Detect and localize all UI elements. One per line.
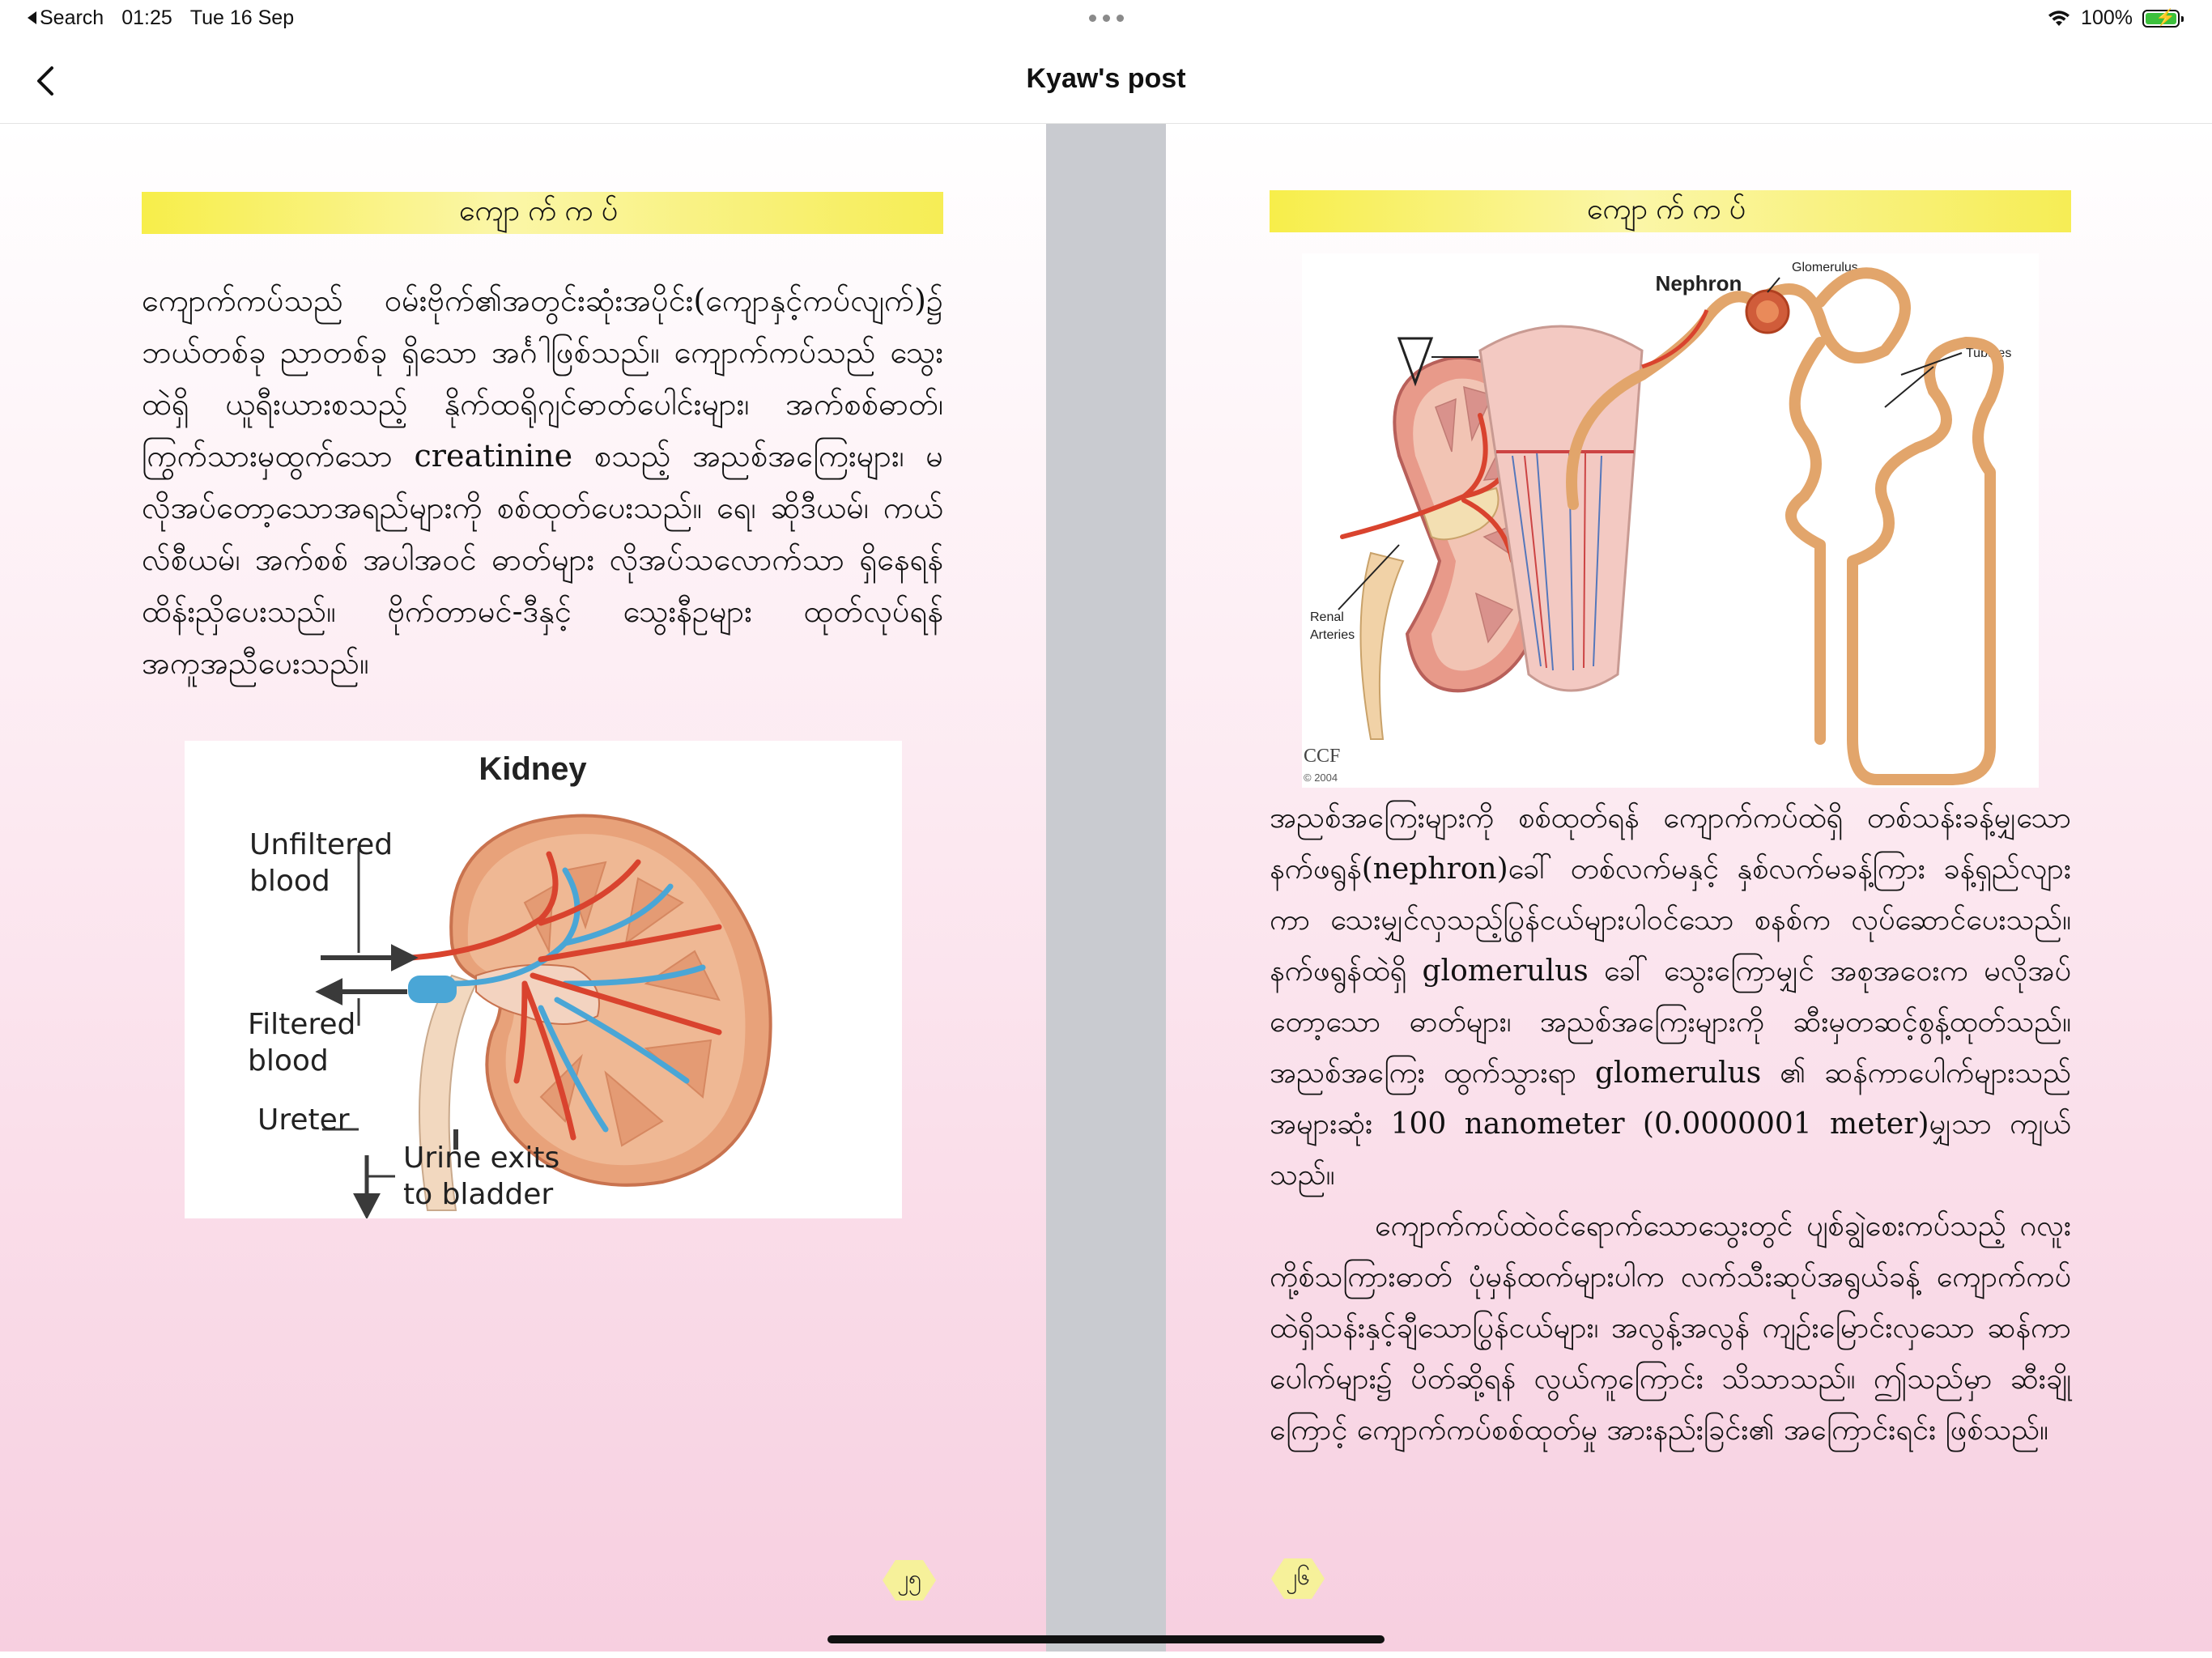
- label-filtered: Filtered: [248, 1008, 356, 1041]
- page-number: ၂၆: [1286, 1563, 1310, 1590]
- credit-year: © 2004: [1304, 772, 1338, 784]
- battery-percent: 100%: [2081, 6, 2133, 29]
- label-unfiltered: Unfiltered: [249, 828, 393, 861]
- post-image-viewer: [0, 124, 2212, 1652]
- status-bar: [0, 0, 2212, 39]
- status-left: [28, 6, 294, 30]
- label-glomerulus: Glomerulus: [1792, 261, 1858, 274]
- book-spine: [1046, 124, 1166, 1652]
- page-title: Kyaw's post: [1026, 63, 1186, 94]
- label-filtered-blood: blood: [248, 1044, 329, 1078]
- battery-icon: ⚡: [2142, 10, 2180, 28]
- status-date: Tue 16 Sep: [189, 6, 295, 29]
- page-text: [1270, 793, 2071, 1456]
- page-number-badge: [1270, 1557, 1326, 1601]
- book-page-right: [1166, 124, 2212, 1652]
- nephron-diagram-title: Nephron: [1655, 271, 1742, 295]
- label-to-bladder: to bladder: [403, 1178, 554, 1211]
- page-text: [142, 274, 943, 689]
- label-urine-exits: Urine exits: [403, 1141, 560, 1175]
- paragraph: ကျောက်ကပ်သည် ဝမ်းဗိုက်၏အတွင်းဆုံးအပိုင်း(ကျောနှင့်ကပ်လျက်)၌ ဘယ်တစ်ခု ညာတစ်ခု ရှိသော အင်္ဂါဖြစ်သည်။ ကျောက်ကပ်သည် သွေးထဲရှိ ယူရီးယားစသည့် နိုက်ထရိုဂျင်ဓာတ်ပေါင်းများ၊ အက်စစ်ဓာတ်၊ ကြွက်သားမှထွက်သော creatinine စသည့် အညစ်အကြေးများ၊ မလိုအပ်တော့သောအရည်များကို စစ်ထုတ်ပေးသည်။ ရေ၊ ဆိုဒီယမ်၊ ကယ်လ်စီယမ်၊ အက်စစ် အပါအဝင် ဓာတ်များ လိုအပ်သလောက်သာ ရှိနေရန် ထိန်းညှိပေးသည်။ ဗိုက်တာမင်-ဒီနှင့် သွေးနီဥများ ထုတ်လုပ်ရန် အကူအညီပေးသည်။: [142, 283, 943, 681]
- page-header: ကျောက်ကပ်: [142, 192, 943, 234]
- paragraph: ကျောက်ကပ်ထဲဝင်ရောက်သောသွေးတွင် ပျစ်ချွဲစေးကပ်သည့် ဂလူးကို့စ်သကြားဓာတ် ပုံမှန်ထက်များပါက လက်သီးဆုပ်အရွယ်ခန့် ကျောက်ကပ်ထဲရှိသန်းနှင့်ချီသောပြွန်ငယ်များ၊ အလွန့်အလွန် ကျဉ်းမြောင်းလှသော ဆန်ကာပေါက်များ၌ ပိတ်ဆို့ရန် လွယ်ကူကြောင်း သိသာသည်။ ဤသည်မှာ ဆီးချိုကြောင့် ကျောက်ကပ်စစ်ထုတ်မှု အားနည်းခြင်း၏ အကြောင်းရင်း ဖြစ်သည်။: [1270, 1209, 2071, 1447]
- kidney-diagram: [185, 741, 902, 1218]
- status-time: 01:25: [121, 6, 172, 29]
- wifi-icon: [2047, 10, 2071, 28]
- nephron-diagram: [1302, 253, 2039, 788]
- multitasking-dots-icon[interactable]: [1089, 15, 1124, 22]
- navigation-bar: [0, 39, 2212, 124]
- status-right: [2047, 6, 2180, 30]
- page-number: ၂၅: [897, 1565, 921, 1592]
- paragraph: အညစ်အကြေးများကို စစ်ထုတ်ရန် ကျောက်ကပ်ထဲရှိ တစ်သန်းခန့်မျှသော နက်ဖရွန်(nephron)ခေါ် တစ်လက်မနှင့် နှစ်လက်မခန့်ကြား ခန့်ရှည်လျားကာ သေးမျှင်လှသည့်ပြွန်ငယ်များပါဝင်သော စနစ်က လုပ်ဆောင်ပေးသည်။ နက်ဖရွန်ထဲရှိ glomerulus ခေါ် သွေးကြောမျှင် အစုအဝေးက မလိုအပ်တော့သော ဓာတ်များ၊ အညစ်အကြေးများကို ဆီးမှတဆင့်စွန့်ထုတ်သည်။ အညစ်အကြေး ထွက်သွားရာ glomerulus ၏ ဆန်ကာပေါက်များသည် အများဆုံး 100 nanometer (0.0000001 meter)မျှသာ ကျယ်သည်။: [1270, 801, 2071, 1192]
- label-arteries: Arteries: [1310, 628, 1355, 642]
- back-triangle-icon: [28, 11, 36, 24]
- label-ureter: Ureter: [257, 1103, 350, 1137]
- credit-ccf: CCF: [1304, 746, 1341, 767]
- page-header: ကျောက်ကပ်: [1270, 190, 2071, 232]
- kidney-diagram-title: Kidney: [479, 751, 587, 787]
- back-to-search-link[interactable]: [28, 6, 104, 30]
- home-indicator[interactable]: [827, 1635, 1385, 1643]
- page-number-badge: [881, 1558, 938, 1602]
- label-tubules: Tubules: [1966, 346, 2012, 360]
- label-renal: Renal: [1310, 610, 1344, 624]
- back-to-search-label: Search: [40, 6, 104, 29]
- label-unfiltered-blood: blood: [249, 865, 330, 898]
- book-page-left: [0, 124, 1046, 1652]
